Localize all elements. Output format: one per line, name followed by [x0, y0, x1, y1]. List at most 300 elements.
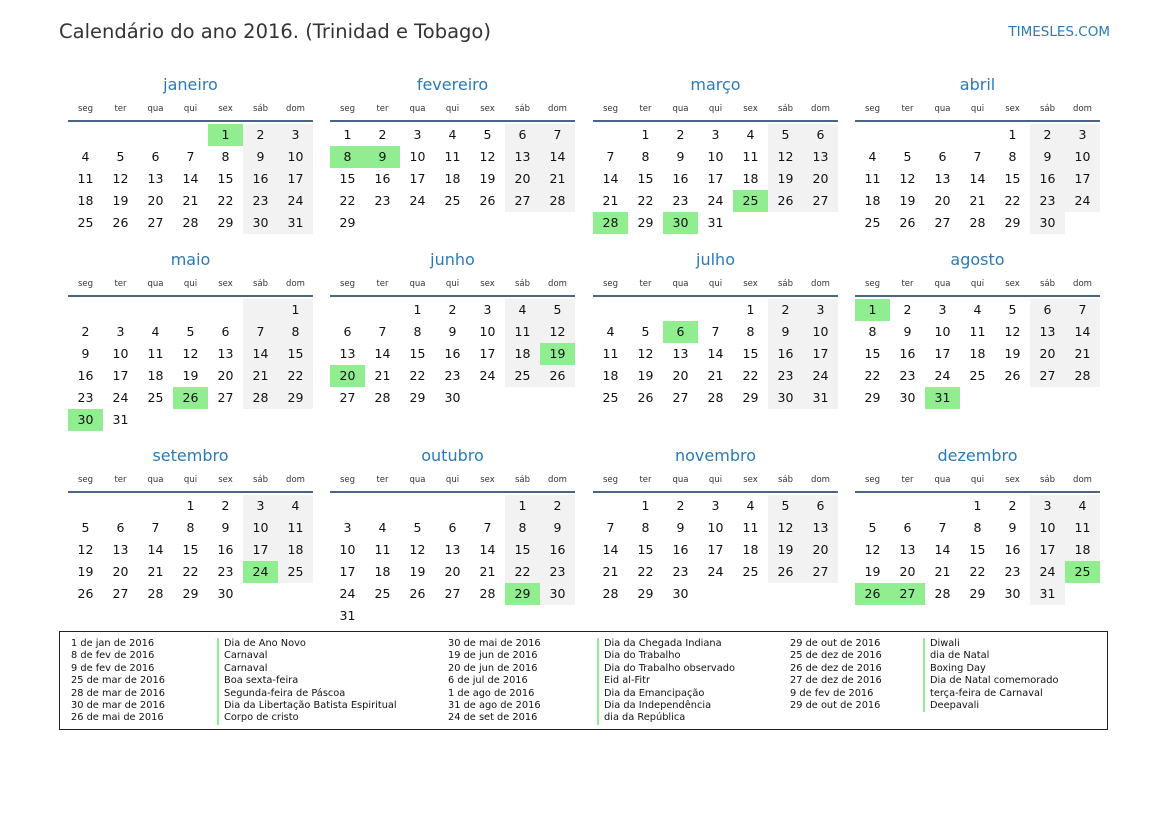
weekday-label: dom — [286, 475, 305, 485]
day-cell: 22 — [409, 368, 426, 383]
day-cell: 4 — [378, 520, 387, 535]
day-cell: 6 — [151, 149, 160, 164]
day-cell: 27 — [672, 390, 689, 405]
weekday-header — [68, 98, 313, 122]
month-name: dezembro — [937, 446, 1018, 465]
day-cell: 19 — [864, 564, 881, 579]
legend-holiday-name: dia de Natal — [923, 650, 1059, 662]
weekday-label: qui — [183, 475, 198, 485]
day-cell: 20 — [217, 368, 234, 383]
day-cell: 18 — [742, 542, 759, 557]
day-cell: 27 — [934, 215, 951, 230]
day-cell: 19 — [112, 193, 129, 208]
holiday-day-cell: 30 — [663, 212, 698, 234]
month-name: novembro — [675, 446, 756, 465]
day-cell: 13 — [899, 542, 916, 557]
empty-day-cell — [663, 299, 698, 321]
day-cell: 17 — [1065, 168, 1100, 190]
legend-date: 29 de out de 2016 — [790, 638, 881, 649]
day-cell: 8 — [505, 517, 540, 539]
day-cell: 11 — [147, 346, 164, 361]
day-cell: 24 — [707, 193, 724, 208]
day-cell: 15 — [1004, 171, 1021, 186]
day-cell: 8 — [413, 324, 422, 339]
weekday-label: sex — [480, 104, 495, 114]
month-block — [68, 247, 313, 431]
weekday-label: dom — [811, 475, 830, 485]
day-cell: 8 — [746, 324, 755, 339]
day-cell: 17 — [1030, 539, 1065, 561]
weekday-label: qua — [934, 279, 951, 289]
day-cell: 15 — [637, 542, 654, 557]
day-cell: 12 — [77, 542, 94, 557]
weekday-label: sex — [1005, 475, 1020, 485]
day-cell: 19 — [409, 564, 426, 579]
month-block — [330, 443, 575, 627]
day-cell: 3 — [116, 324, 125, 339]
day-cell: 1 — [641, 127, 650, 142]
weekday-label: ter — [901, 279, 914, 289]
day-cell: 30 — [444, 390, 461, 405]
weekday-label: sex — [1005, 279, 1020, 289]
day-cell: 26 — [899, 215, 916, 230]
day-cell: 12 — [899, 171, 916, 186]
day-cell: 5 — [413, 520, 422, 535]
legend-holiday-name: Dia do Trabalho observado — [597, 663, 735, 675]
day-cell: 11 — [864, 171, 881, 186]
day-cell: 2 — [378, 127, 387, 142]
day-cell: 17 — [243, 539, 278, 561]
legend-dates-col-3 — [790, 638, 882, 712]
day-cell: 27 — [339, 390, 356, 405]
day-cell: 16 — [672, 542, 689, 557]
holiday-day-cell: 29 — [505, 583, 540, 605]
day-cell: 26 — [409, 586, 426, 601]
weekday-label: dom — [548, 279, 567, 289]
day-cell: 18 — [969, 346, 986, 361]
day-cell: 20 — [1030, 343, 1065, 365]
day-cell: 8 — [1008, 149, 1017, 164]
weekday-label: sáb — [1039, 475, 1056, 485]
legend-names-col-3 — [923, 638, 1059, 712]
day-cell: 20 — [112, 564, 129, 579]
day-cell: 27 — [803, 190, 838, 212]
day-cell: 23 — [540, 561, 575, 583]
weekday-header — [855, 273, 1100, 297]
day-grid — [855, 299, 1100, 409]
weekday-label: seg — [864, 104, 881, 114]
weekday-header — [593, 469, 838, 493]
day-cell: 2 — [768, 299, 803, 321]
day-cell: 15 — [969, 542, 986, 557]
day-cell: 15 — [217, 171, 234, 186]
empty-day-cell — [330, 299, 365, 321]
day-cell: 4 — [448, 127, 457, 142]
day-cell: 3 — [1065, 124, 1100, 146]
day-cell: 7 — [540, 124, 575, 146]
day-cell: 16 — [243, 168, 278, 190]
month-block — [68, 443, 313, 605]
day-cell: 8 — [641, 149, 650, 164]
day-cell: 16 — [768, 343, 803, 365]
month-name: maio — [170, 250, 211, 269]
legend-date: 25 de dez de 2016 — [790, 650, 882, 662]
weekday-label: qua — [672, 279, 689, 289]
day-cell: 6 — [505, 124, 540, 146]
day-cell: 29 — [864, 390, 881, 405]
empty-day-cell — [365, 495, 400, 517]
weekday-label: qua — [409, 104, 426, 114]
holiday-legend — [59, 631, 1108, 730]
day-cell: 17 — [112, 368, 129, 383]
weekday-label: dom — [1073, 475, 1092, 485]
day-cell: 6 — [221, 324, 230, 339]
weekday-label: dom — [286, 104, 305, 114]
day-cell: 18 — [602, 368, 619, 383]
day-cell: 3 — [278, 124, 313, 146]
day-cell: 18 — [77, 193, 94, 208]
legend-holiday-name: Corpo de cristo — [217, 712, 397, 724]
day-cell: 12 — [637, 346, 654, 361]
day-cell: 22 — [505, 561, 540, 583]
day-cell: 6 — [803, 124, 838, 146]
day-cell: 27 — [803, 561, 838, 583]
weekday-label: dom — [286, 279, 305, 289]
day-cell: 5 — [483, 127, 492, 142]
day-cell: 24 — [707, 564, 724, 579]
day-cell: 21 — [147, 564, 164, 579]
empty-day-cell — [103, 495, 138, 517]
day-cell: 30 — [217, 586, 234, 601]
day-cell: 11 — [374, 542, 391, 557]
day-cell: 4 — [151, 324, 160, 339]
day-cell: 9 — [243, 146, 278, 168]
day-cell: 5 — [81, 520, 90, 535]
day-cell: 23 — [1004, 564, 1021, 579]
legend-date: 27 de dez de 2016 — [790, 675, 882, 687]
month-name: agosto — [950, 250, 1005, 269]
day-cell: 28 — [707, 390, 724, 405]
day-cell: 21 — [243, 365, 278, 387]
empty-day-cell — [400, 495, 435, 517]
day-cell: 7 — [606, 520, 615, 535]
day-cell: 26 — [768, 561, 803, 583]
empty-day-cell — [173, 299, 208, 321]
day-grid — [330, 495, 575, 627]
holiday-day-cell: 31 — [925, 387, 960, 409]
day-cell: 9 — [448, 324, 457, 339]
day-cell: 2 — [903, 302, 912, 317]
day-cell: 13 — [803, 517, 838, 539]
day-cell: 12 — [1004, 324, 1021, 339]
day-cell: 25 — [969, 368, 986, 383]
day-cell: 29 — [742, 390, 759, 405]
holiday-day-cell: 20 — [330, 365, 365, 387]
day-cell: 6 — [938, 149, 947, 164]
month-block — [855, 443, 1100, 605]
day-cell: 13 — [444, 542, 461, 557]
day-cell: 8 — [641, 520, 650, 535]
day-cell: 24 — [339, 586, 356, 601]
day-cell: 24 — [934, 368, 951, 383]
day-cell: 1 — [973, 498, 982, 513]
day-cell: 9 — [903, 324, 912, 339]
day-cell: 28 — [479, 586, 496, 601]
holiday-day-cell: 28 — [593, 212, 628, 234]
day-cell: 15 — [409, 346, 426, 361]
weekday-label: dom — [1073, 279, 1092, 289]
day-cell: 10 — [707, 520, 724, 535]
day-cell: 19 — [899, 193, 916, 208]
empty-day-cell — [68, 124, 103, 146]
day-cell: 16 — [77, 368, 94, 383]
day-cell: 20 — [934, 193, 951, 208]
day-cell: 10 — [1065, 146, 1100, 168]
day-cell: 23 — [444, 368, 461, 383]
day-cell: 1 — [746, 302, 755, 317]
weekday-label: qua — [934, 475, 951, 485]
weekday-label: sex — [743, 475, 758, 485]
legend-names-col-2 — [597, 638, 735, 725]
legend-holiday-name: Dia da Independência — [597, 700, 735, 712]
month-name: janeiro — [163, 75, 218, 94]
empty-day-cell — [243, 299, 278, 321]
legend-holiday-name: Dia de Ano Novo — [217, 638, 397, 650]
day-cell: 15 — [742, 346, 759, 361]
holiday-day-cell: 19 — [540, 343, 575, 365]
weekday-label: sex — [218, 104, 233, 114]
day-grid — [593, 495, 838, 605]
legend-date: 8 de fev de 2016 — [71, 650, 155, 662]
day-cell: 29 — [278, 387, 313, 409]
holiday-day-cell: 1 — [208, 124, 243, 146]
day-cell: 19 — [637, 368, 654, 383]
day-cell: 7 — [186, 149, 195, 164]
day-cell: 17 — [339, 564, 356, 579]
day-cell: 24 — [112, 390, 129, 405]
day-cell: 6 — [448, 520, 457, 535]
day-cell: 13 — [505, 146, 540, 168]
day-cell: 28 — [374, 390, 391, 405]
day-cell: 23 — [899, 368, 916, 383]
day-cell: 21 — [934, 564, 951, 579]
weekday-header — [855, 469, 1100, 493]
day-cell: 29 — [339, 215, 356, 230]
day-cell: 7 — [1065, 299, 1100, 321]
day-cell: 28 — [147, 586, 164, 601]
day-cell: 6 — [1030, 299, 1065, 321]
day-cell: 3 — [483, 302, 492, 317]
day-cell: 14 — [602, 542, 619, 557]
holiday-day-cell: 24 — [243, 561, 278, 583]
day-cell: 8 — [221, 149, 230, 164]
day-cell: 12 — [409, 542, 426, 557]
day-cell: 25 — [278, 561, 313, 583]
weekday-label: qui — [708, 104, 723, 114]
day-cell: 13 — [672, 346, 689, 361]
legend-date: 9 de fev de 2016 — [790, 687, 874, 699]
empty-day-cell — [103, 124, 138, 146]
day-cell: 6 — [116, 520, 125, 535]
day-cell: 18 — [864, 193, 881, 208]
weekday-label: dom — [548, 104, 567, 114]
day-cell: 10 — [243, 517, 278, 539]
day-cell: 9 — [540, 517, 575, 539]
day-cell: 14 — [1065, 321, 1100, 343]
day-cell: 7 — [606, 149, 615, 164]
day-cell: 3 — [413, 127, 422, 142]
day-cell: 7 — [483, 520, 492, 535]
day-cell: 9 — [81, 346, 90, 361]
day-cell: 22 — [969, 564, 986, 579]
day-cell: 7 — [243, 321, 278, 343]
day-cell: 30 — [672, 586, 689, 601]
day-cell: 27 — [444, 586, 461, 601]
weekday-label: qua — [147, 279, 164, 289]
day-cell: 2 — [676, 498, 685, 513]
day-cell: 4 — [505, 299, 540, 321]
day-cell: 11 — [742, 149, 759, 164]
day-cell: 18 — [147, 368, 164, 383]
legend-holiday-name: Dia do Trabalho — [597, 650, 735, 662]
day-cell: 15 — [339, 171, 356, 186]
empty-day-cell — [890, 495, 925, 517]
weekday-label: dom — [548, 475, 567, 485]
legend-holiday-name: Boa sexta-feira — [217, 675, 397, 687]
weekday-label: ter — [376, 279, 389, 289]
day-cell: 27 — [147, 215, 164, 230]
day-cell: 23 — [672, 564, 689, 579]
day-cell: 30 — [1004, 586, 1021, 601]
day-cell: 18 — [742, 171, 759, 186]
weekday-header — [330, 469, 575, 493]
day-cell: 19 — [479, 171, 496, 186]
day-cell: 28 — [934, 586, 951, 601]
day-cell: 16 — [374, 171, 391, 186]
weekday-label: qui — [183, 104, 198, 114]
day-cell: 22 — [339, 193, 356, 208]
day-cell: 4 — [746, 498, 755, 513]
day-cell: 14 — [934, 542, 951, 557]
day-cell: 23 — [217, 564, 234, 579]
day-grid — [593, 299, 838, 409]
month-block — [593, 247, 838, 409]
day-cell: 14 — [602, 171, 619, 186]
empty-day-cell — [173, 124, 208, 146]
day-cell: 10 — [707, 149, 724, 164]
day-cell: 16 — [1030, 168, 1065, 190]
legend-date: 24 de set de 2016 — [448, 712, 538, 724]
day-cell: 5 — [116, 149, 125, 164]
day-cell: 5 — [540, 299, 575, 321]
weekday-label: sex — [218, 279, 233, 289]
day-cell: 24 — [409, 193, 426, 208]
day-cell: 5 — [186, 324, 195, 339]
weekday-label: qui — [970, 279, 985, 289]
day-cell: 12 — [182, 346, 199, 361]
weekday-label: seg — [602, 279, 619, 289]
day-cell: 19 — [768, 539, 803, 561]
legend-date: 30 de mai de 2016 — [448, 638, 541, 649]
day-cell: 21 — [1065, 343, 1100, 365]
day-cell: 2 — [221, 498, 230, 513]
day-cell: 5 — [1008, 302, 1017, 317]
day-cell: 16 — [217, 542, 234, 557]
day-cell: 17 — [707, 171, 724, 186]
day-cell: 27 — [112, 586, 129, 601]
month-name: outubro — [421, 446, 484, 465]
weekday-header — [593, 98, 838, 122]
legend-date: 26 de dez de 2016 — [790, 662, 882, 674]
empty-day-cell — [593, 495, 628, 517]
holiday-day-cell: 25 — [733, 190, 768, 212]
weekday-label: qua — [934, 104, 951, 114]
day-cell: 19 — [768, 168, 803, 190]
month-block — [68, 72, 313, 234]
day-cell: 17 — [707, 542, 724, 557]
day-cell: 25 — [602, 390, 619, 405]
empty-day-cell — [960, 124, 995, 146]
day-cell: 25 — [444, 193, 461, 208]
day-cell: 29 — [1004, 215, 1021, 230]
day-cell: 11 — [1065, 517, 1100, 539]
day-cell: 26 — [637, 390, 654, 405]
day-cell: 28 — [969, 215, 986, 230]
weekday-label: sáb — [514, 104, 531, 114]
site-logo-link[interactable]: TIMESLES.COM — [1008, 24, 1110, 40]
day-cell: 25 — [742, 564, 759, 579]
day-cell: 25 — [864, 215, 881, 230]
weekday-label: qui — [445, 279, 460, 289]
month-block — [855, 247, 1100, 409]
empty-day-cell — [925, 495, 960, 517]
weekday-label: ter — [114, 475, 127, 485]
legend-date: 28 de mar de 2016 — [71, 687, 165, 699]
day-cell: 4 — [868, 149, 877, 164]
legend-names-col-1 — [217, 638, 397, 725]
weekday-label: qua — [409, 279, 426, 289]
day-cell: 6 — [803, 495, 838, 517]
weekday-label: seg — [77, 475, 94, 485]
day-cell: 21 — [540, 168, 575, 190]
legend-date: 6 de jul de 2016 — [448, 675, 528, 687]
weekday-header — [68, 469, 313, 493]
empty-day-cell — [138, 299, 173, 321]
day-cell: 22 — [742, 368, 759, 383]
weekday-header — [855, 98, 1100, 122]
day-cell: 10 — [278, 146, 313, 168]
day-cell: 20 — [444, 564, 461, 579]
day-cell: 9 — [1030, 146, 1065, 168]
day-cell: 26 — [112, 215, 129, 230]
day-cell: 16 — [444, 346, 461, 361]
day-cell: 23 — [768, 365, 803, 387]
holiday-day-cell: 1 — [855, 299, 890, 321]
weekday-label: dom — [811, 104, 830, 114]
empty-day-cell — [593, 299, 628, 321]
day-cell: 14 — [707, 346, 724, 361]
day-cell: 21 — [182, 193, 199, 208]
day-cell: 2 — [540, 495, 575, 517]
day-cell: 22 — [1004, 193, 1021, 208]
day-cell: 22 — [864, 368, 881, 383]
day-cell: 3 — [938, 302, 947, 317]
day-cell: 27 — [505, 190, 540, 212]
holiday-day-cell: 6 — [663, 321, 698, 343]
weekday-label: seg — [864, 475, 881, 485]
day-cell: 30 — [899, 390, 916, 405]
day-cell: 1 — [641, 498, 650, 513]
